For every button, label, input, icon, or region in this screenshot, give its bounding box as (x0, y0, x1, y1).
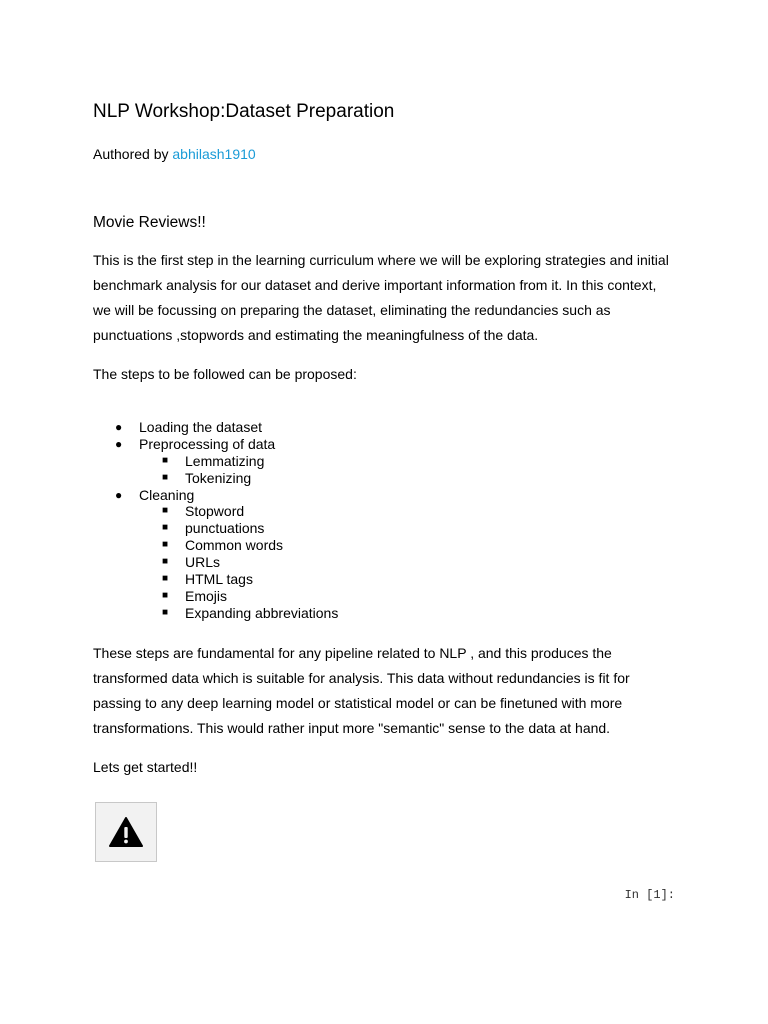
author-link[interactable]: abhilash1910 (172, 146, 256, 162)
sub-list-item-label: Stopword (185, 503, 245, 520)
square-bullet: ■ (162, 589, 169, 601)
byline-prefix: Authored by (93, 146, 173, 162)
square-bullet: ■ (162, 522, 169, 534)
list-item-label: Cleaning (139, 486, 195, 503)
intro-paragraph: This is the first step in the learning curriculum where we will be exploring strategies and initial benchmark analysis for our dataset and derive important information from it. In this context, we will be focussing on preparing the dataset, eliminating the redundancies such as punctuations ,stopwords and estimating the meaningfulness of the data. (93, 252, 669, 343)
sub-list-item-label: Common words (185, 537, 284, 554)
sub-list-item-label: Tokenizing (185, 469, 252, 486)
sub-list-item-label: punctuations (185, 520, 265, 537)
page-title: NLP Workshop:Dataset Preparation (93, 101, 395, 122)
sub-list-item-label: Lemmatizing (185, 452, 265, 469)
bullet: ● (115, 487, 123, 502)
bullet: ● (115, 420, 123, 434)
square-bullet: ■ (162, 454, 169, 466)
sub-list-item-label: Emojis (185, 587, 228, 604)
fundamental-paragraph: These steps are fundamental for any pipeline related to NLP , and this produces the transformed data which is suitable for analysis. This data without redundancies is fit for passing to any deep learning model or statistical model or can be finetuned with more transformations. This would rather input more "semantic" sense to the data at hand. (93, 645, 630, 736)
sub-list-item-label: HTML tags (185, 571, 253, 588)
list-item-label: Preprocessing of data (139, 435, 276, 452)
cell-prompt: In [1]: (624, 888, 675, 902)
bullet: ● (115, 436, 123, 451)
sub-list-item-label: Expanding abbreviations (185, 604, 339, 621)
square-bullet: ■ (162, 471, 169, 483)
list-item-label: Loading the dataset (139, 419, 262, 435)
square-bullet: ■ (162, 539, 169, 551)
warning-icon (108, 816, 144, 848)
closing-paragraph: Lets get started!! (93, 759, 198, 775)
sub-list-item-label: URLs (185, 554, 221, 571)
steps-intro-paragraph: The steps to be followed can be proposed: (93, 366, 357, 382)
byline (93, 146, 256, 162)
square-bullet: ■ (162, 606, 169, 618)
square-bullet: ■ (162, 556, 169, 568)
square-bullet: ■ (162, 573, 169, 585)
square-bullet: ■ (162, 505, 169, 517)
broken-image (95, 802, 157, 862)
section-heading: Movie Reviews!! (93, 214, 206, 231)
